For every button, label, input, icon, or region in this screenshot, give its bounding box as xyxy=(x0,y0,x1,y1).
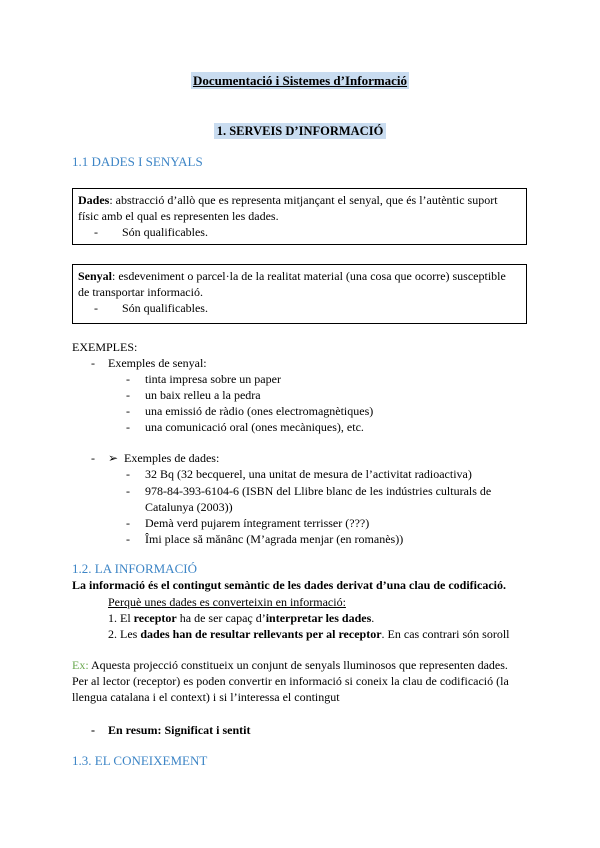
signal-item: un baix relleu a la pedra xyxy=(145,388,261,402)
dash: - xyxy=(126,467,130,481)
signal-item: una emissió de ràdio (ones electromagnètiques) xyxy=(145,404,374,418)
dash: - xyxy=(91,451,95,465)
dash: - xyxy=(126,532,130,546)
term-senyal: Senyal xyxy=(78,269,113,283)
information-item-1: 1. El receptor ha de ser capaç d’interpretar les dades. xyxy=(108,611,375,625)
dades-def-line1: : abstracció d’allò que es representa mitjançant el senyal, que és l’autèntic suport xyxy=(109,193,498,207)
data-item: 978-84-393-6104-6 (ISBN del Llibre blanc de les indústries culturals de xyxy=(145,484,492,498)
heading-coneixement: 1.3. EL CONEIXEMENT xyxy=(72,753,208,768)
dash: - xyxy=(126,388,130,402)
heading-informacio: 1.2. LA INFORMACIÓ xyxy=(72,561,197,576)
dash: - xyxy=(94,225,98,239)
document-title: Documentació i Sistemes d’Informació xyxy=(192,73,408,88)
dash: - xyxy=(126,404,130,418)
senyal-def-line1: : esdeveniment o parcel·la de la realitat material (una cosa que ocorre) susceptible xyxy=(112,269,506,283)
data-examples-label: Exemples de dades: xyxy=(124,451,220,465)
dash: - xyxy=(91,356,95,370)
data-item: Îmi place să mănânc (M’agrada menjar (en romanès)) xyxy=(145,532,404,546)
summary: En resum: Significat i sentit xyxy=(108,723,251,737)
definition-box-dades xyxy=(72,188,527,245)
arrow-icon: ➢ xyxy=(108,451,119,465)
senyal-bullet: Són qualificables. xyxy=(122,301,208,315)
data-item: Demà verd pujarem íntegrament terrisser (???) xyxy=(145,516,370,530)
signals-label: Exemples de senyal: xyxy=(108,356,207,370)
example-line-1: Ex: Aquesta projecció constitueix un conjunt de senyals lluminosos que representen dades. xyxy=(72,658,508,672)
signal-item: una comunicació oral (ones mecàniques), etc. xyxy=(145,420,364,434)
dades-def-line2: físic amb el qual es representen les dades. xyxy=(78,209,279,223)
heading-dades-senyals: 1.1 DADES I SENYALS xyxy=(72,154,203,169)
data-item: 32 Bq (32 becquerel, una unitat de mesura de l’activitat radioactiva) xyxy=(145,467,472,481)
example-line-2: Per al lector (receptor) es poden convertir en informació si coneix la clau de codificació (la xyxy=(72,674,509,688)
senyal-def-line2: de transportar informació. xyxy=(78,285,203,299)
section-heading-serveis: 1. SERVEIS D’INFORMACIÓ xyxy=(0,123,600,139)
term-dades: Dades xyxy=(78,193,110,207)
example-line-3: llengua catalana i el context) i si l’interessa el contingut xyxy=(72,690,340,704)
signal-item: tinta impresa sobre un paper xyxy=(145,372,281,386)
dades-bullet: Són qualificables. xyxy=(122,225,208,239)
dash: - xyxy=(126,484,130,498)
information-question: Perquè unes dades es converteixin en informació: xyxy=(108,595,346,609)
dash: - xyxy=(126,420,130,434)
dash: - xyxy=(91,723,95,737)
dash: - xyxy=(126,372,130,386)
information-definition: La informació és el contingut semàntic de les dades derivat d’una clau de codificació. xyxy=(72,578,506,592)
data-item-continuation: Catalunya (2003)) xyxy=(145,500,233,514)
dash: - xyxy=(94,301,98,315)
dash: - xyxy=(126,516,130,530)
definition-box-senyal xyxy=(72,264,527,324)
examples-label: EXEMPLES: xyxy=(72,340,138,354)
information-item-2: 2. Les dades han de resultar rellevants per al receptor. En cas contrari són soroll xyxy=(108,627,510,641)
